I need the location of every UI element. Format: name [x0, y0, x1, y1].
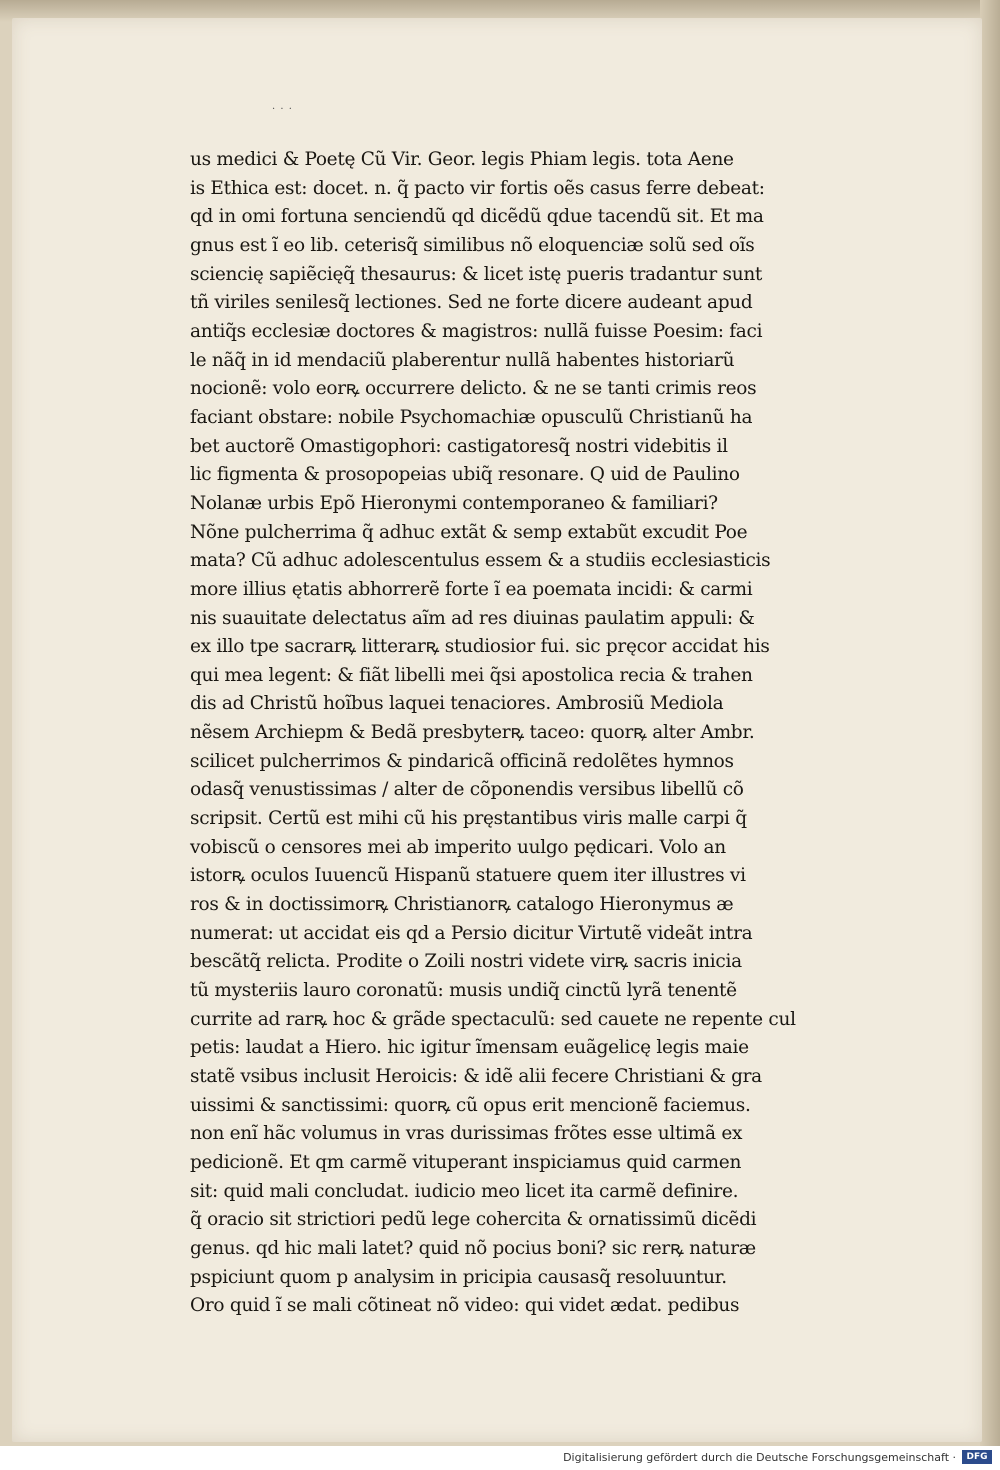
text-line: ros & in doctissimorꝶ Christianorꝶ catalogo Hieronymus æ	[190, 894, 734, 916]
text-line: mata? Cũ adhuc adolescentulus essem & a studiis ecclesiasticis	[190, 550, 771, 572]
text-line: qd in omi fortuna senciendũ qd dicẽdũ qdue tacendũ sit. Et ma	[190, 206, 764, 228]
text-line: bescãtq̃ relicta. Prodite o Zoili nostri videte virꝶ sacris inicia	[190, 951, 742, 973]
text-line: us medici & Poetę Cũ Vir. Geor. legis Phiam legis. tota Aene	[190, 149, 734, 170]
text-line: currite ad rarꝶ hoc & grãde spectaculũ: sed cauete ne repente cul	[190, 1008, 796, 1030]
footer-bar	[0, 1446, 1000, 1470]
page-text-block	[190, 146, 840, 1321]
text-line: bet auctorẽ Omastigophori: castigatoresq̃ nostri videbitis il	[190, 435, 728, 457]
text-line: gnus est ĩ eo lib. ceterisq̃ similibus nõ eloquenciæ solũ sed oĩs	[190, 234, 755, 256]
text-line: Nolanæ urbis Epõ Hieronymi contemporaneo & familiari?	[190, 492, 718, 514]
text-line: sit: quid mali concludat. iudicio meo licet ita carmẽ definire.	[190, 1180, 739, 1202]
text-line: qui mea legent: & fiãt libelli mei q̃si apostolica recia & trahen	[190, 664, 753, 686]
text-line: petis: laudat a Hiero. hic igitur ĩmensam euãgelicę legis maie	[190, 1037, 749, 1059]
text-line: faciant obstare: nobile Psychomachiæ opusculũ Christianũ ha	[190, 406, 753, 428]
text-line: numerat: ut accidat eis qd a Persio dicitur Virtutẽ videãt intra	[190, 922, 753, 944]
text-line: vobiscũ o censores mei ab imperito uulgo pędicari. Volo an	[190, 836, 726, 858]
dfg-logo: DFG	[962, 1450, 992, 1464]
text-line: nis suauitate delectatus aĩm ad res diuinas paulatim appuli: &	[190, 607, 755, 629]
text-line: nẽsem Archiepm & Bedã presbyterꝶ taceo: quorꝶ alter Ambr.	[190, 722, 755, 744]
text-line: non enĩ hãc volumus in vras durissimas frõtes esse ultimã ex	[190, 1123, 743, 1145]
text-line: antiq̃s ecclesiæ doctores & magistros: nullã fuisse Poesim: faci	[190, 320, 763, 342]
text-line: nocionẽ: volo eorꝶ occurrere delicto. & ne se tanti crimis reos	[190, 378, 757, 400]
text-line: scripsit. Certũ est mihi cũ his pręstantibus viris malle carpi q̃	[190, 808, 747, 830]
text-line: tñ viriles senilesq̃ lectiones. Sed ne forte dicere audeant apud	[190, 292, 753, 314]
text-line: statẽ vsibus inclusit Heroicis: & idẽ alii fecere Christiani & gra	[190, 1066, 762, 1087]
text-line: genus. qd hic mali latet? quid nõ pocius boni? sic rerꝶ naturæ	[190, 1237, 756, 1259]
book-page	[12, 18, 982, 1442]
page-right-edge	[980, 0, 1000, 1446]
text-line: pedicionẽ. Et qm carmẽ vituperant inspiciamus quid carmen	[190, 1151, 742, 1173]
text-line: Oro quid ĩ se mali cõtineat nõ video: qui videt ædat. pedibus	[190, 1295, 740, 1317]
text-line: lic figmenta & prosopopeias ubiq̃ resonare. Q uid de Paulino	[190, 464, 740, 486]
text-line: uissimi & sanctissimi: quorꝶ cũ opus erit mencionẽ faciemus.	[190, 1094, 751, 1116]
text-line: dis ad Christũ hoĩbus laquei tenaciores. Ambrosiũ Mediola	[190, 693, 724, 715]
text-line: more illius ętatis abhorrerẽ forte ĩ ea poemata incidi: & carmi	[190, 578, 753, 600]
text-line: pspiciunt quom p analysim in pricipia causasq̃ resoluuntur.	[190, 1266, 727, 1288]
text-line: istorꝶ oculos Iuuencũ Hispanũ statuere quem iter illustres vi	[190, 865, 746, 887]
text-line: ex illo tpe sacrarꝶ litterarꝶ studiosior fui. sic pręcor accidat his	[190, 636, 770, 658]
text-line: odasq̃ venustissimas / alter de cõponendis versibus libellũ cõ	[190, 779, 744, 801]
text-line: scilicet pulcherrimos & pindaricã officinã redolẽtes hymnos	[190, 750, 734, 772]
text-line: sciencię sapiẽcięq̃ thesaurus: & licet istę pueris tradantur sunt	[190, 263, 763, 285]
text-line: is Ethica est: docet. n. q̃ pacto vir fortis oẽs casus ferre debeat:	[190, 177, 765, 199]
text-line: le nãq̃ in id mendaciũ plaberentur nullã habentes historiarũ	[190, 349, 735, 371]
text-line: Nõne pulcherrima q̃ adhuc extãt & semp extabũt excudit Poe	[190, 521, 748, 543]
funding-credit: Digitalisierung gefördert durch die Deutsche Forschungsgemeinschaft ·	[563, 1451, 956, 1464]
text-line: q̃ oracio sit strictiori pedũ lege cohercita & ornatissimũ dicẽdi	[190, 1209, 757, 1231]
signature-mark: · · ·	[272, 104, 293, 115]
text-line: tũ mysteriis lauro coronatũ: musis undiq̃ cinctũ lyrã tenentẽ	[190, 980, 737, 1002]
